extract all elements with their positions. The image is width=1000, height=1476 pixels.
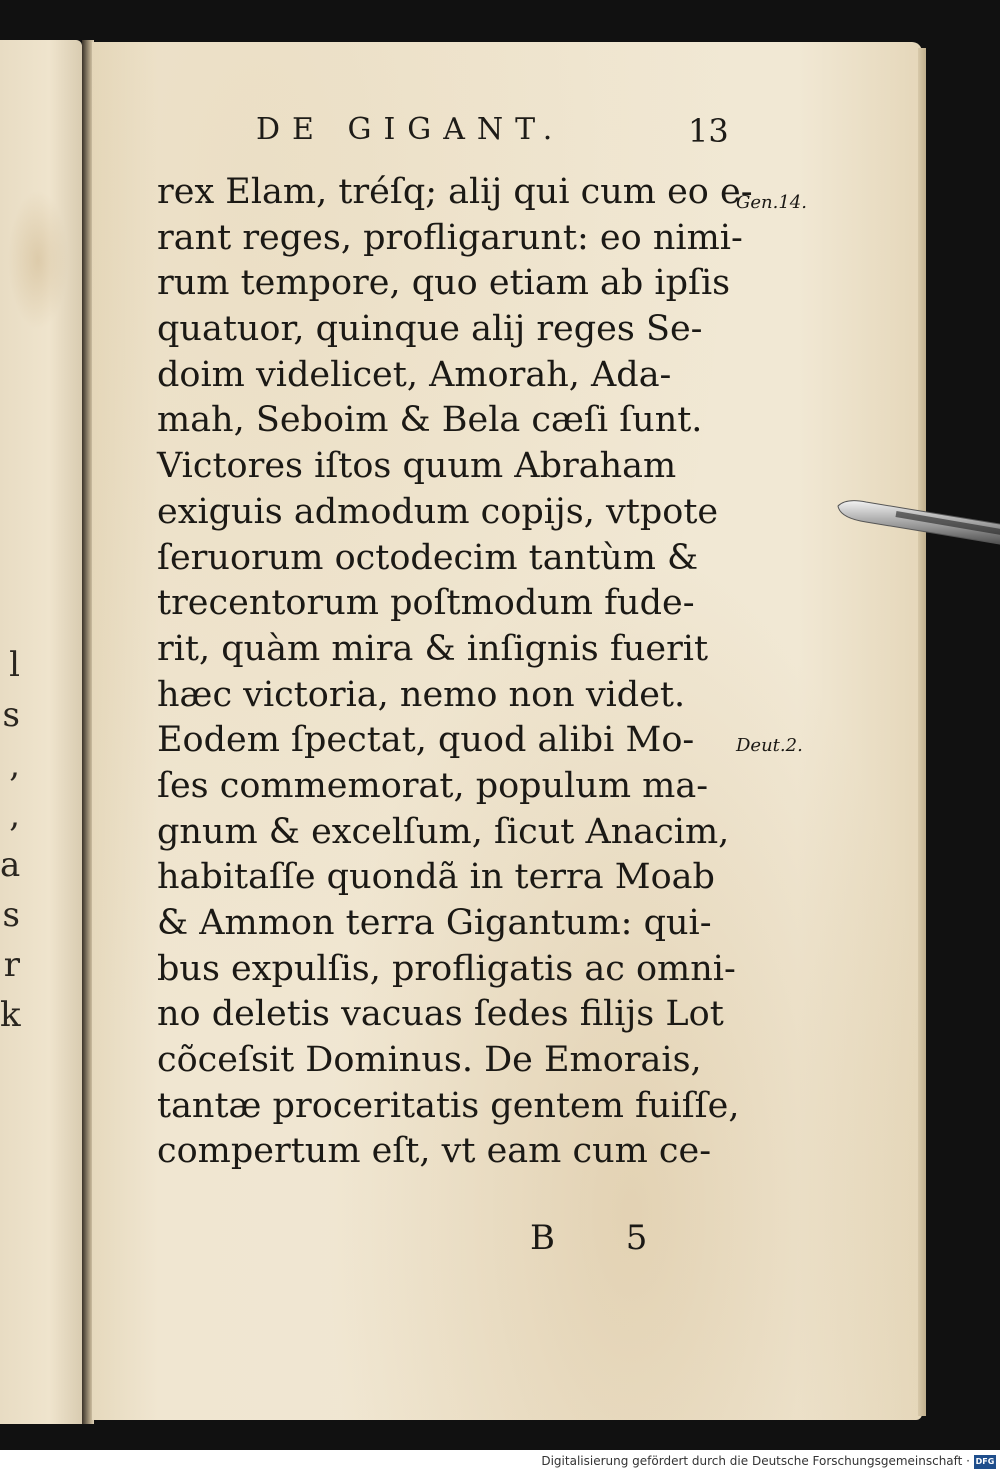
text-line: no deletis vacuas ſedes filijs Lot <box>157 994 724 1035</box>
marginal-note-deut: Deut.2. <box>736 735 803 756</box>
facing-page-glyph: , <box>9 745 20 785</box>
running-head: DE GIGANT. <box>256 112 565 147</box>
text-line: tantæ proceritatis gentem fuiſſe, <box>157 1085 740 1126</box>
water-stain <box>8 190 68 330</box>
body-text <box>157 170 753 1175</box>
text-line: Victores iſtos quum Abraham <box>157 446 677 487</box>
pointer-stylus-icon <box>836 494 1000 550</box>
text-line: & Ammon terra Gigantum: qui- <box>157 903 712 943</box>
facing-page-glyph: a <box>0 845 21 885</box>
facing-page-glyph: k <box>0 995 21 1035</box>
text-line: mah, Seboim & Bela cæſi ſunt. <box>157 400 703 441</box>
text-line: rant reges, profligarunt: eo nimi- <box>157 217 743 258</box>
text-line: Eodem ſpectat, quod alibi Mo- <box>157 720 695 761</box>
facing-page-glyph: , <box>9 795 20 835</box>
text-line: trecentorum poſtmodum fude- <box>157 583 695 624</box>
page-edge <box>918 48 926 1416</box>
text-line: ſes commemorat, populum ma- <box>157 765 709 806</box>
text-line: doim videlicet, Amorah, Ada- <box>157 354 672 395</box>
text-line: rex Elam, tréſq; alij qui cum eo e- <box>157 172 753 212</box>
page-number: 13 <box>688 112 729 150</box>
facing-page-glyph: r <box>3 945 20 985</box>
text-line: rit, quàm mira & inſignis fuerit <box>157 628 709 669</box>
text-line: compertum eſt, vt eam cum ce- <box>157 1131 712 1172</box>
text-line: rum tempore, quo etiam ab ipſis <box>157 263 731 304</box>
text-line: exiguis admodum copijs, vtpote <box>157 491 719 532</box>
signature-mark: B 5 <box>530 1218 678 1258</box>
funding-credit: Digitalisierung gefördert durch die Deutsche Forschungsgemeinschaft · <box>541 1454 970 1468</box>
text-line: ſeruorum octodecim tantùm & <box>157 537 699 578</box>
text-line: quatuor, quinque alij reges Se- <box>157 309 703 350</box>
text-line: habitaſſe quondã in terra Moab <box>157 857 715 898</box>
footer-bar <box>0 1450 1000 1476</box>
facing-page-glyph: s <box>2 695 20 735</box>
dfg-logo: DFG <box>974 1455 996 1469</box>
facing-page-glyph: s <box>2 895 20 935</box>
facing-page-text-fragments <box>0 640 20 1040</box>
text-line: gnum & excelſum, ſicut Anacim, <box>157 811 730 852</box>
text-line: cõceſsit Dominus. De Emorais, <box>157 1040 702 1081</box>
text-line: bus expulſis, profligatis ac omni- <box>157 948 736 989</box>
facing-page-glyph: l <box>9 645 20 685</box>
marginal-note-gen: Gen.14. <box>736 192 807 213</box>
text-line: hæc victoria, nemo non videt. <box>157 674 686 715</box>
